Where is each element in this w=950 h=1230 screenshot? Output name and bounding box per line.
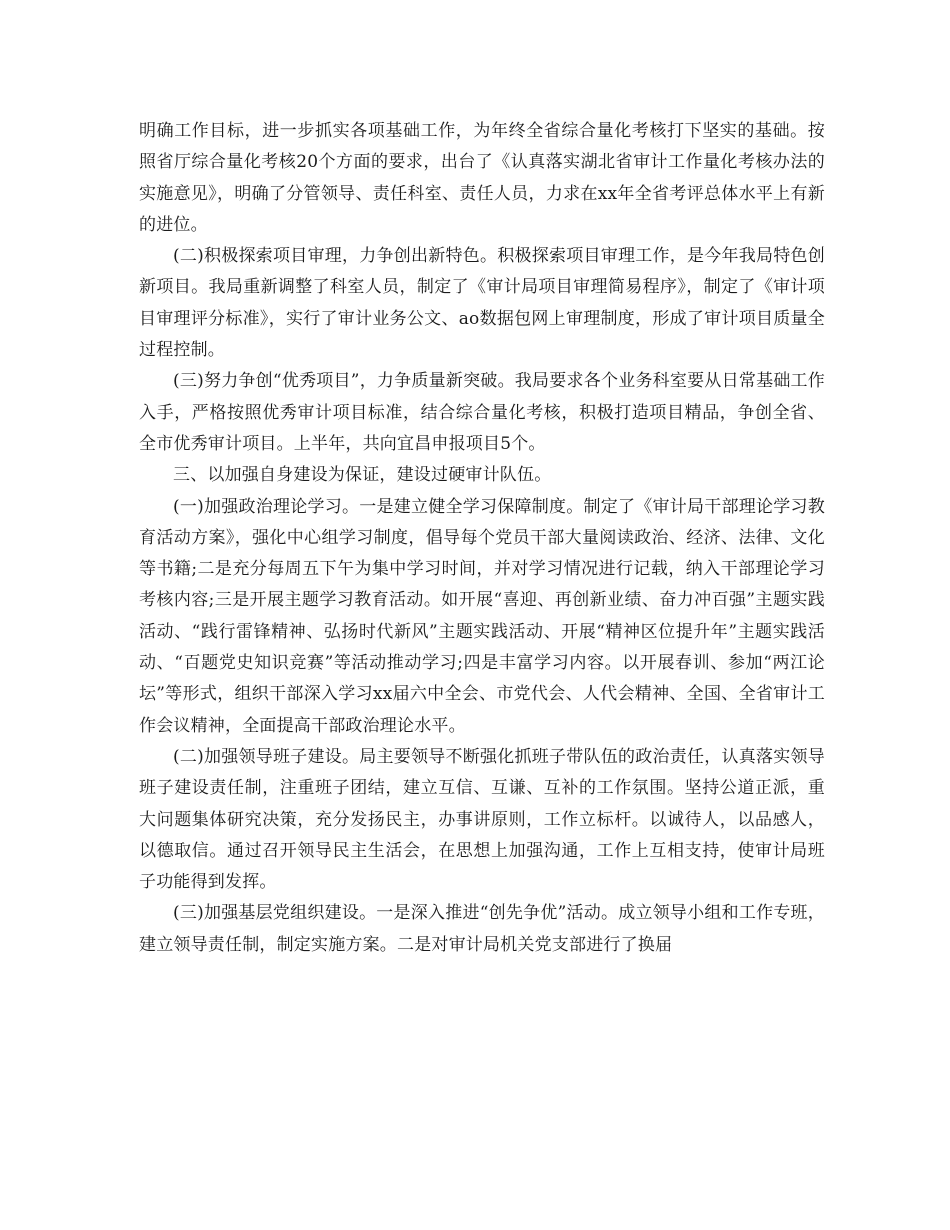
paragraph-leadership-building: (二)加强领导班子建设。局主要领导不断强化抓班子带队伍的政治责任，认真落实领导班子建设责任制，注重班子团结，建立互信、互谦、互补的工作氛围。坚持公道正派，重大问题集体研究决策，充分发扬民主，办事讲原则，工作立标杆。以诚待人，以品感人，以德取信。通过召开领导民主生活会，在思想上加强沟通，工作上互相支持，使审计局班子功能得到发挥。 bbox=[139, 746, 825, 893]
paragraph-political-study: (一)加强政治理论学习。一是建立健全学习保障制度。制定了《审计局干部理论学习教育活动方案》，强化中心组学习制度，倡导每个党员干部大量阅读政治、经济、法律、文化等书籍;二是充分每周五下午为集中学习时间，并对学习情况进行记载，纳入干部理论学习考核内容;三是开展主题学习教育活动。如开展“喜迎、再创新业绩、奋力冲百强”主题实践活动、“践行雷锋精神、弘扬时代新风”主题实践活动、开展“精神区位提升年”主题实践活动、“百题党史知识竞赛”等活动推动学习;四是丰富学习内容。以开展春训、参加“两江论坛”等形式，组织干部深入学习xx届六中全会、市党代会、人代会精神、全国、全省审计工作会议精神，全面提高干部政治理论水平。 bbox=[139, 496, 825, 736]
paragraph-party-organization: (三)加强基层党组织建设。一是深入推进“创先争优”活动。成立领导小组和工作专班，建立领导责任制，制定实施方案。二是对审计局机关党支部进行了换届 bbox=[139, 903, 825, 955]
section-heading-team-building: 三、以加强自身建设为保证，建设过硬审计队伍。 bbox=[173, 465, 552, 486]
document-body bbox=[139, 116, 825, 961]
paragraph-excellent-project: (三)努力争创“优秀项目”，力争质量新突破。我局要求各个业务科室要从日常基础工作入手，严格按照优秀审计项目标准，结合综合量化考核，积极打造项目精品，争创全省、全市优秀审计项目。上半年，共向宜昌申报项目5个。 bbox=[139, 371, 825, 454]
paragraph-goal-continuation: 明确工作目标，进一步抓实各项基础工作，为年终全省综合量化考核打下坚实的基础。按照省厅综合量化考核20个方面的要求，出台了《认真落实湖北省审计工作量化考核办法的实施意见》，明确了分管领导、责任科室、责任人员，力求在xx年全省考评总体水平上有新的进位。 bbox=[139, 121, 825, 235]
paragraph-project-review: (二)积极探索项目审理，力争创出新特色。积极探索项目审理工作，是今年我局特色创新项目。我局重新调整了科室人员，制定了《审计局项目审理简易程序》，制定了《审计项目审理评分标准》，实行了审计业务公文、ao数据包网上审理制度，形成了审计项目质量全过程控制。 bbox=[139, 246, 825, 361]
